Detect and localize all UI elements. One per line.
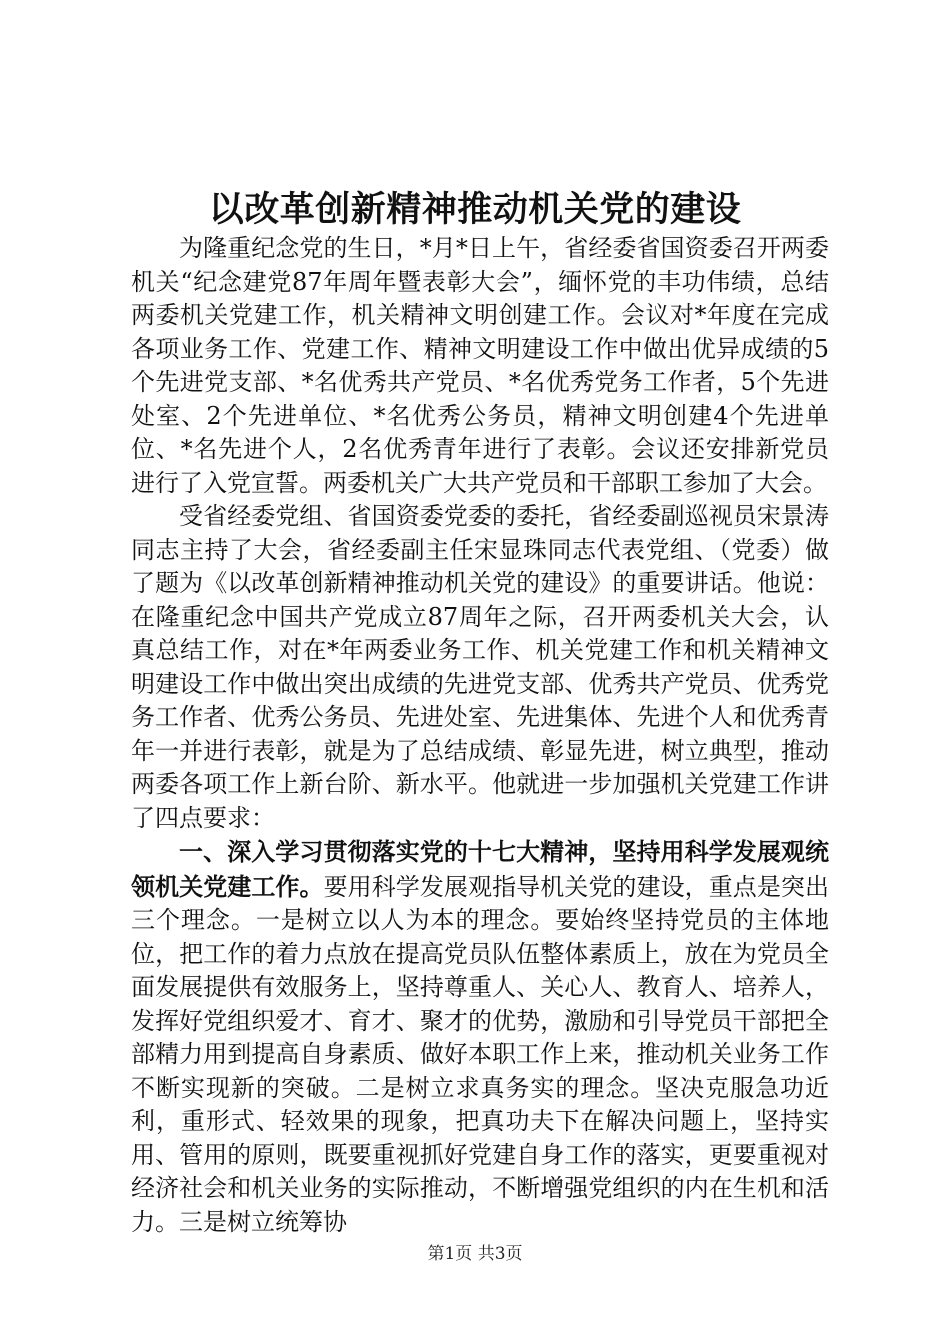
section-heading-1: 一、深入学习贯彻落实党的十七大精神，坚持用科学发展观统领机关党建工作。	[131, 837, 829, 901]
paragraph-1-text: 为隆重纪念党的生日，*月*日上午，省经委省国资委召开两委机关“纪念建党87年周年暨表彰大会”，缅怀党的丰功伟绩，总结两委机关党建工作，机关精神文明创建工作。会议对*年度在完成各项业务工作、党建工作、精神文明建设工作中做出优异成绩的5个先进党支部、*名优秀共产党员、*名优秀党务工作者，5个先进处室、2个先进单位、*名优秀公务员，精神文明创建4个先进单位、*名先进个人，2名优秀青年进行了表彰。会议还安排新党员进行了入党宣誓。两委机关广大共产党员和干部职工参加了大会。	[131, 234, 829, 497]
document-title: 以改革创新精神推动机关党的建设	[208, 189, 742, 230]
paragraph-1	[131, 232, 829, 500]
paragraph-2-text: 受省经委党组、省国资委党委的委托，省经委副巡视员宋景涛同志主持了大会，省经委副主任宋显珠同志代表党组、（党委）做了题为《以改革创新精神推动机关党的建设》的重要讲话。他说：在隆重纪念中国共产党成立87周年之际，召开两委机关大会，认真总结工作，对在*年两委业务工作、机关党建工作和机关精神文明建设工作中做出突出成绩的先进党支部、优秀共产党员、优秀党务工作者、优秀公务员、先进处室、先进集体、先进个人和优秀青年一并进行表彰，就是为了总结成绩、彰显先进，树立典型，推动两委各项工作上新台阶、新水平。他就进一步加强机关党建工作讲了四点要求：	[131, 502, 829, 832]
paragraph-2	[131, 500, 829, 835]
page-footer: 第1页 共3页	[427, 1244, 523, 1264]
document-body	[131, 232, 829, 1239]
paragraph-3	[131, 835, 829, 1239]
paragraph-3-text: 要用科学发展观指导机关党的建设，重点是突出三个理念。一是树立以人为本的理念。要始终坚持党员的主体地位，把工作的着力点放在提高党员队伍整体素质上，放在为党员全面发展提供有效服务上，坚持尊重人、关心人、教育人、培养人，发挥好党组织爱才、育才、聚才的优势，激励和引导党员干部把全部精力用到提高自身素质、做好本职工作上来，推动机关业务工作不断实现新的突破。二是树立求真务实的理念。坚决克服急功近利，重形式、轻效果的现象，把真功夫下在解决问题上，坚持实用、管用的原则，既要重视抓好党建自身工作的落实，更要重视对经济社会和机关业务的实际推动，不断增强党组织的内在生机和活力。三是树立统筹协	[131, 872, 830, 1236]
